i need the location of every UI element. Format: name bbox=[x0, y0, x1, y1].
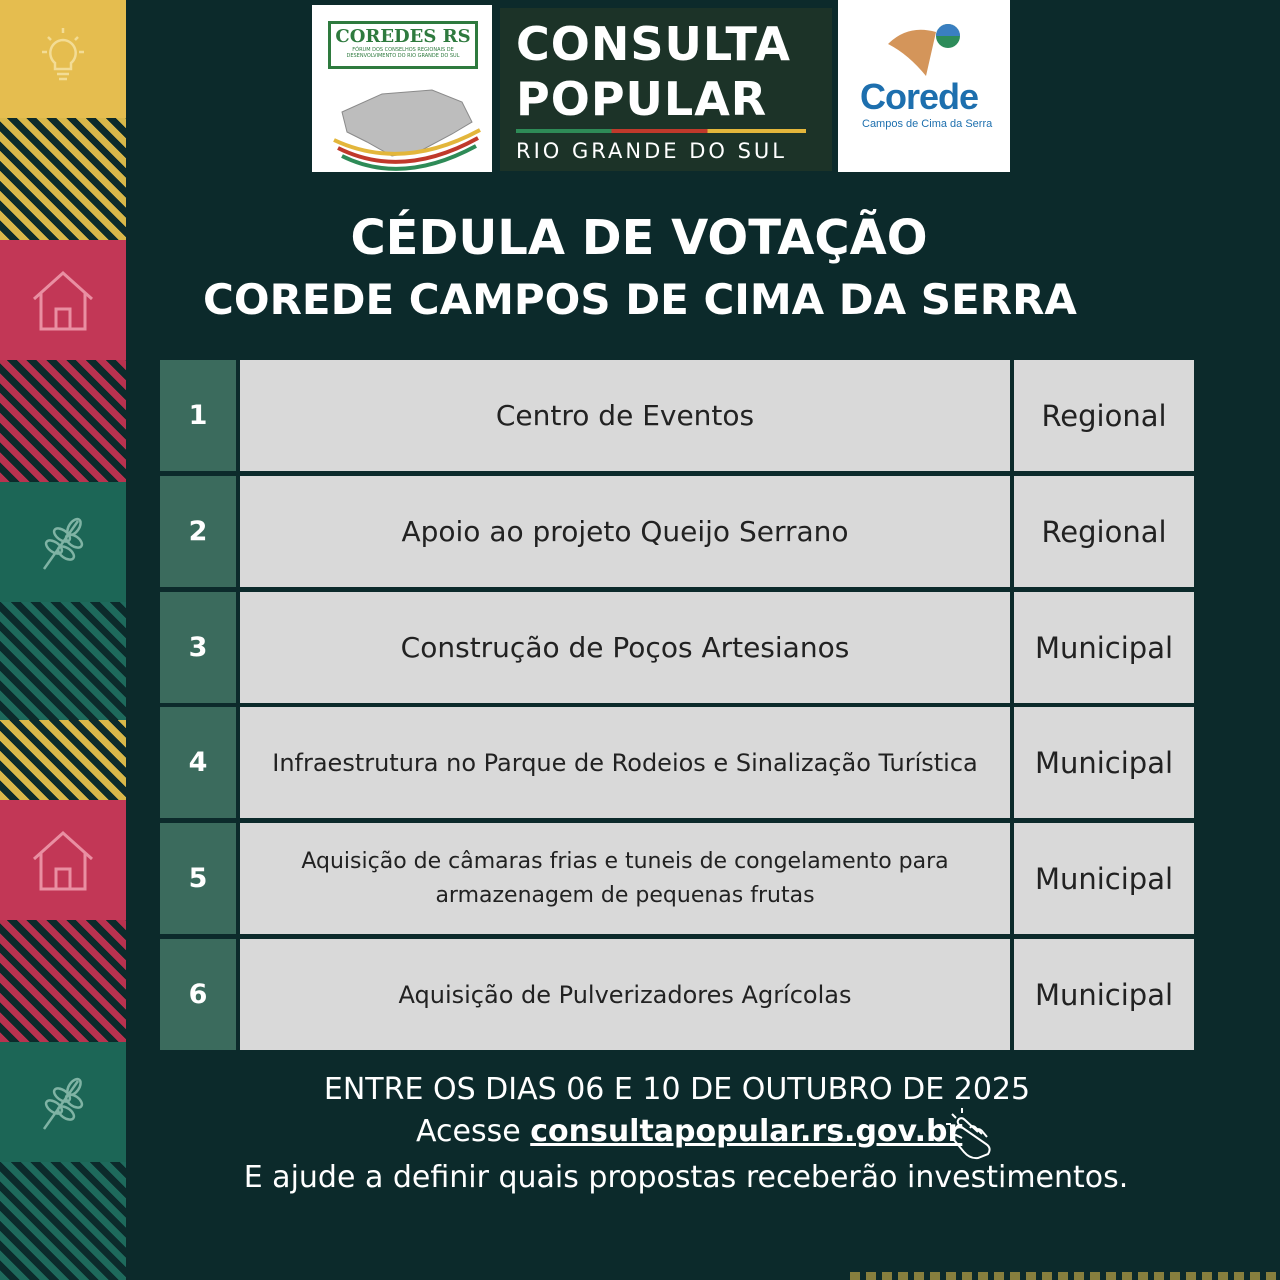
row-description: Infraestrutura no Parque de Rodeios e Sinalização Turística bbox=[240, 707, 1010, 818]
row-number: 2 bbox=[160, 476, 236, 587]
strip-block-red-stripes-2 bbox=[0, 920, 126, 1042]
row-scope: Municipal bbox=[1014, 823, 1194, 934]
access-prefix: Acesse bbox=[416, 1114, 521, 1149]
consulta-popular-logo bbox=[500, 8, 832, 171]
strip-block-yellow-stripes-2 bbox=[0, 720, 126, 800]
consulta-logo-line2: POPULAR bbox=[516, 72, 768, 126]
house-icon bbox=[28, 825, 98, 895]
wheat-icon bbox=[28, 507, 98, 577]
strip-block-green bbox=[0, 482, 126, 602]
corede-emblem-icon bbox=[878, 14, 988, 84]
ballot-row bbox=[160, 476, 1194, 587]
call-to-action: E ajude a definir quais propostas receberão investimentos. bbox=[243, 1160, 1129, 1195]
ballot-row bbox=[160, 592, 1194, 703]
row-scope: Municipal bbox=[1014, 592, 1194, 703]
pointing-hand-icon bbox=[942, 1104, 1006, 1160]
row-scope: Municipal bbox=[1014, 939, 1194, 1050]
voting-dates: ENTRE OS DIAS 06 E 10 DE OUTUBRO DE 2025 bbox=[323, 1072, 1031, 1107]
page-subtitle: COREDE CAMPOS DE CIMA DA SERRA bbox=[203, 275, 1077, 324]
row-scope: Regional bbox=[1014, 476, 1194, 587]
row-scope: Municipal bbox=[1014, 707, 1194, 818]
corede-logo-subtitle: Campos de Cima da Serra bbox=[862, 118, 993, 130]
row-scope: Regional bbox=[1014, 360, 1194, 471]
row-description: Aquisição de Pulverizadores Agrícolas bbox=[240, 939, 1010, 1050]
coredes-rs-logo bbox=[312, 5, 492, 172]
consulta-url-link[interactable]: consultapopular.rs.gov.br bbox=[530, 1114, 963, 1149]
corede-logo bbox=[838, 0, 1010, 172]
row-description: Construção de Poços Artesianos bbox=[240, 592, 1010, 703]
strip-block-green-stripes bbox=[0, 602, 126, 720]
row-description: Centro de Eventos bbox=[240, 360, 1010, 471]
consulta-logo-line3: RIO GRANDE DO SUL bbox=[516, 139, 787, 163]
lightbulb-icon bbox=[28, 22, 98, 92]
row-number: 5 bbox=[160, 823, 236, 934]
consulta-logo-line1: CONSULTA bbox=[516, 17, 791, 71]
consulta-logo-color-bar bbox=[516, 129, 806, 133]
ballot-row bbox=[160, 360, 1194, 471]
ballot-row bbox=[160, 939, 1194, 1050]
ballot-row bbox=[160, 823, 1194, 934]
strip-block-yellow bbox=[0, 0, 126, 118]
page-title: CÉDULA DE VOTAÇÃO bbox=[350, 210, 928, 266]
row-number: 4 bbox=[160, 707, 236, 818]
ballot-row bbox=[160, 707, 1194, 818]
coredes-logo-subtitle: FÓRUM DOS CONSELHOS REGIONAIS DE DESENVOLVIMENTO DO RIO GRANDE DO SUL bbox=[346, 47, 460, 59]
row-description: Apoio ao projeto Queijo Serrano bbox=[240, 476, 1010, 587]
row-number: 3 bbox=[160, 592, 236, 703]
row-description: Aquisição de câmaras frias e tuneis de congelamento para armazenagem de pequenas frutas bbox=[240, 823, 1010, 934]
corede-logo-name: Corede bbox=[860, 76, 979, 117]
strip-block-red-stripes bbox=[0, 360, 126, 482]
rs-map-icon bbox=[312, 72, 492, 172]
coredes-logo-title: COREDES RS bbox=[335, 26, 471, 47]
coredes-badge bbox=[328, 21, 478, 69]
decorative-bottom-dots bbox=[850, 1272, 1280, 1280]
row-number: 6 bbox=[160, 939, 236, 1050]
strip-block-red-2 bbox=[0, 800, 126, 920]
row-number: 1 bbox=[160, 360, 236, 471]
access-line bbox=[416, 1114, 962, 1149]
